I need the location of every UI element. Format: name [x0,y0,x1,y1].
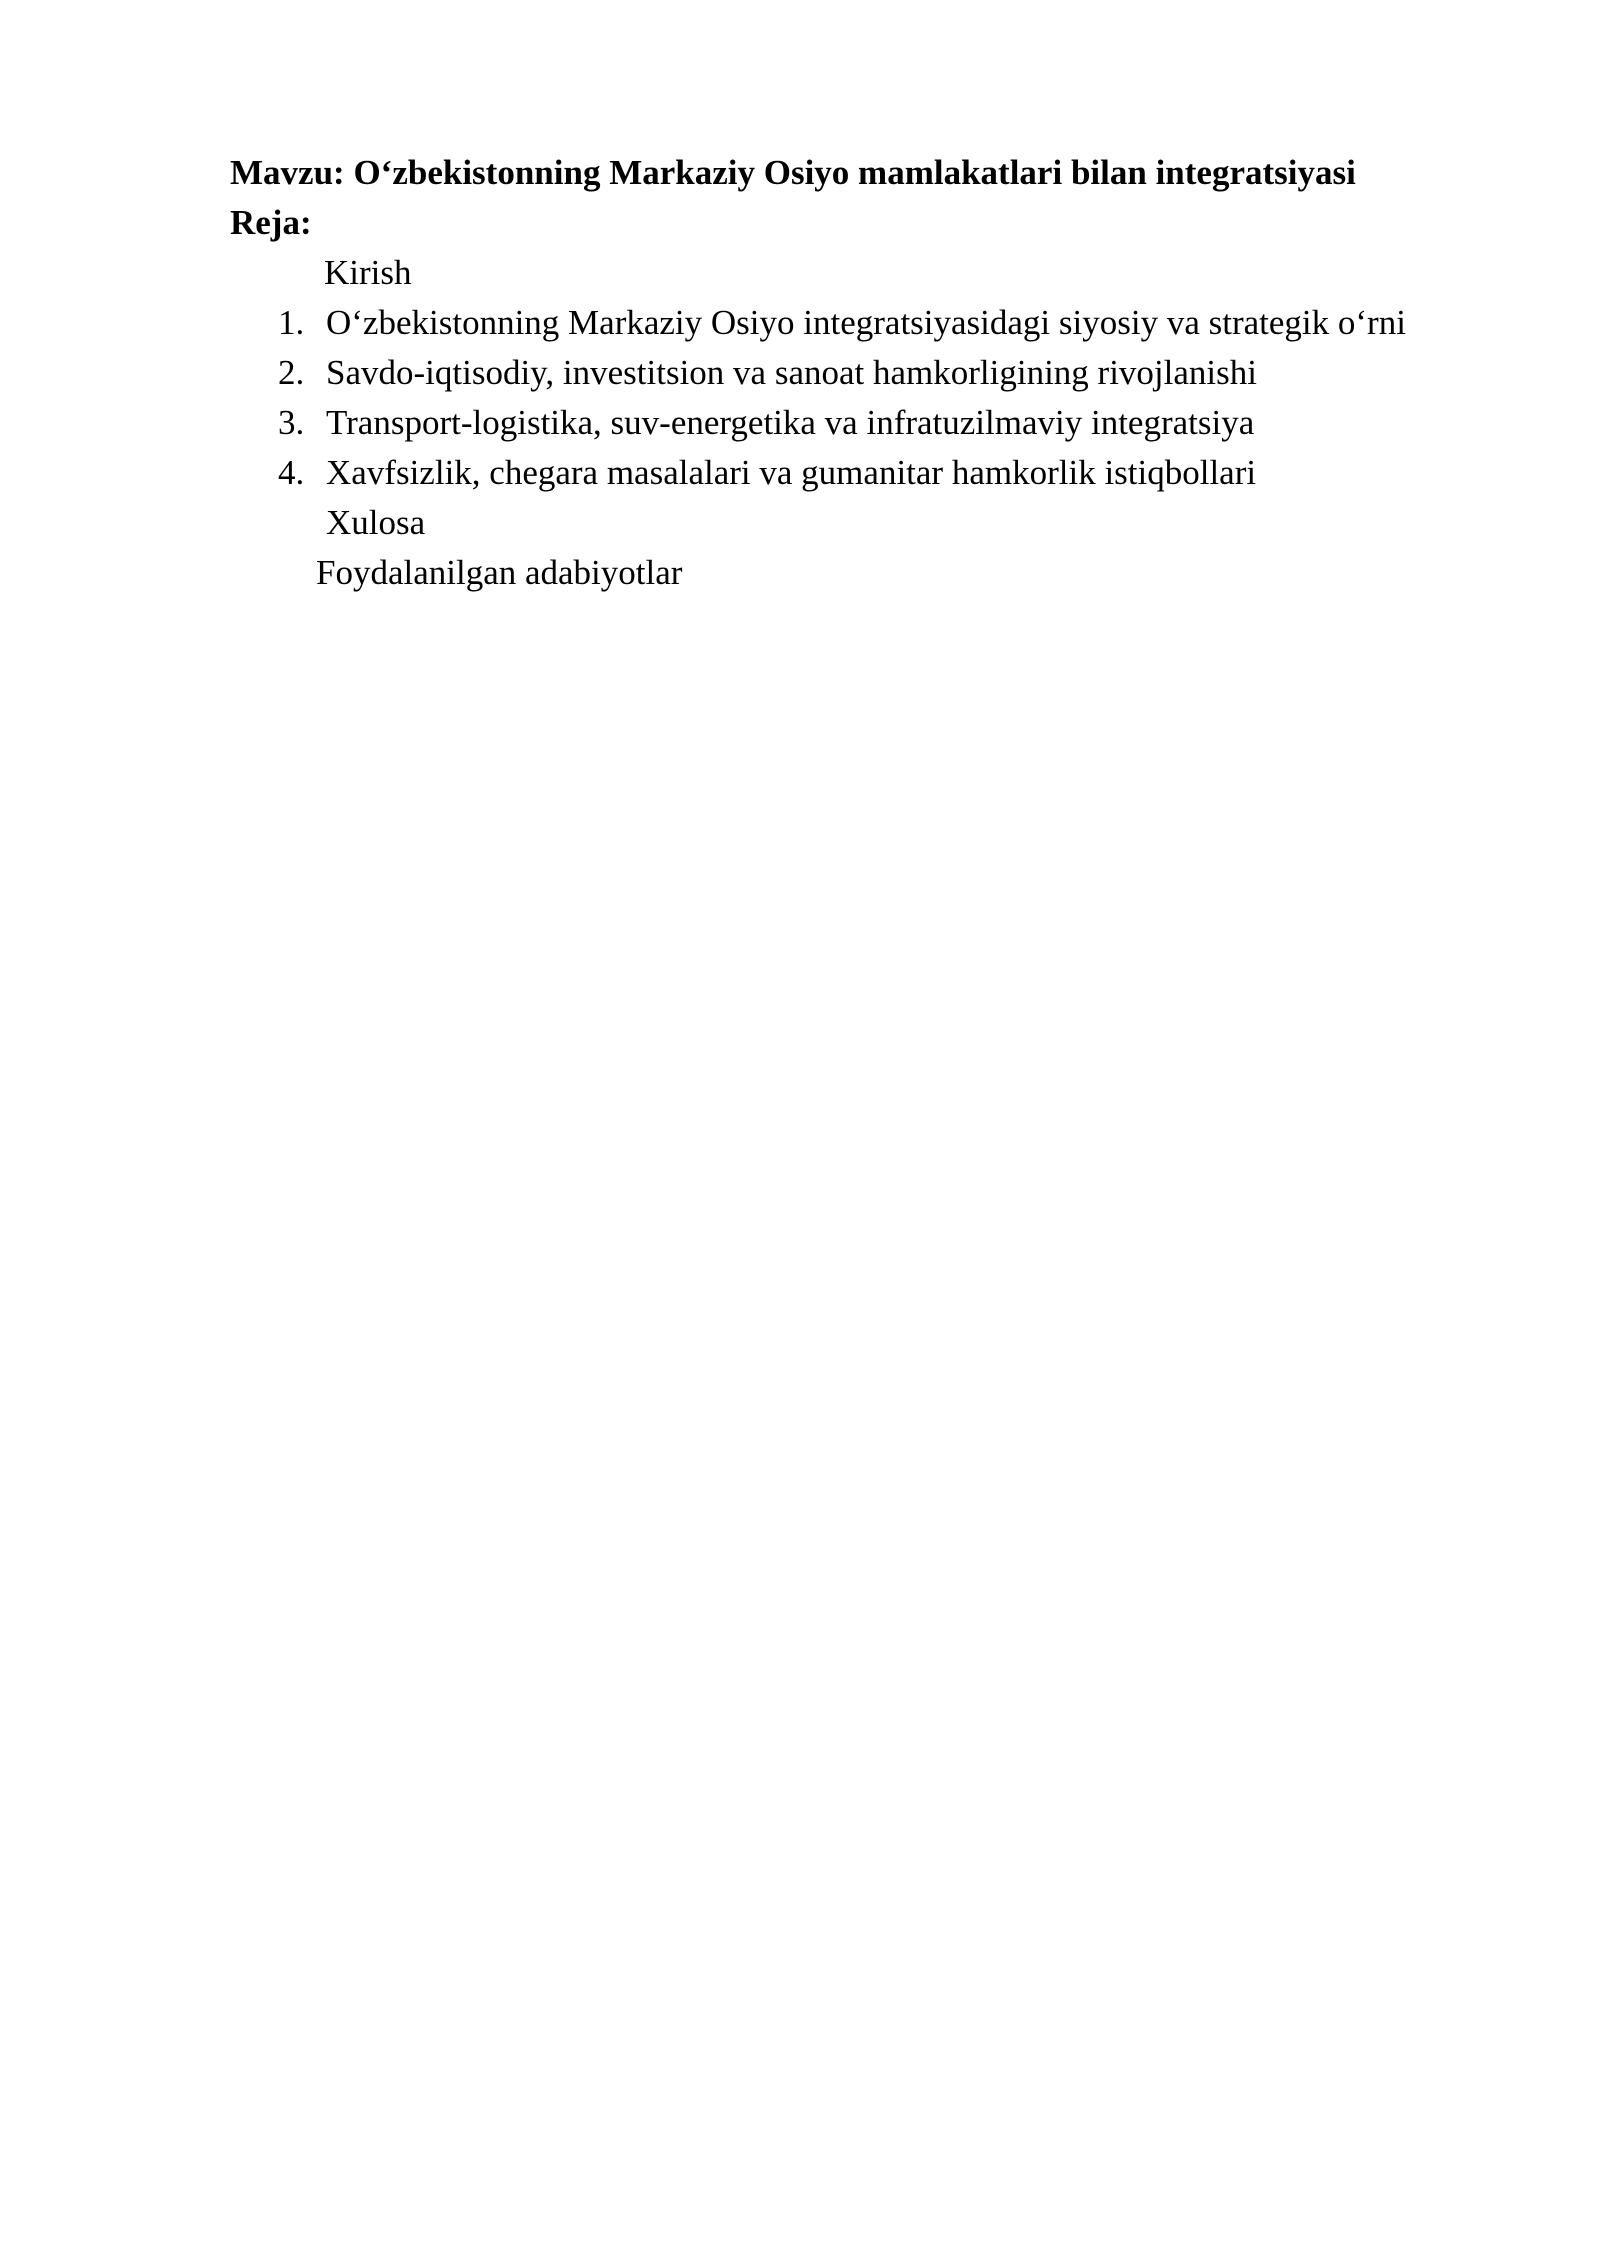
plan-item-text: Transport-logistika, suv-energetika va infratuzilmaviy integratsiya [326,403,1255,442]
plan-item-number: 2. [278,353,305,392]
document-title: Mavzu: O‘zbekistonning Markaziy Osiyo mamlakatlari bilan integratsiyasi [230,153,1356,192]
plan-item-text: Savdo-iqtisodiy, investitsion va sanoat hamkorligining rivojlanishi [326,353,1257,392]
plan-intro: Kirish [324,253,412,292]
plan-item [230,398,1490,448]
plan-item-text: O‘zbekistonning Markaziy Osiyo integratsiyasidagi siyosiy va strategik o‘rni [326,303,1406,342]
plan-item-number: 1. [278,303,305,342]
plan-references: Foydalanilgan adabiyotlar [316,553,683,592]
plan-item [230,348,1490,398]
plan-conclusion: Xulosa [326,503,426,542]
plan-item-number: 3. [278,403,305,442]
plan-heading: Reja: [230,203,312,242]
plan-item [230,298,1490,348]
plan-item-number: 4. [278,453,305,492]
plan-item-text: Xavfsizlik, chegara masalalari va gumanitar hamkorlik istiqbollari [326,453,1257,492]
plan-list [230,298,1490,498]
plan-item [230,448,1490,498]
document-body [230,148,1490,598]
